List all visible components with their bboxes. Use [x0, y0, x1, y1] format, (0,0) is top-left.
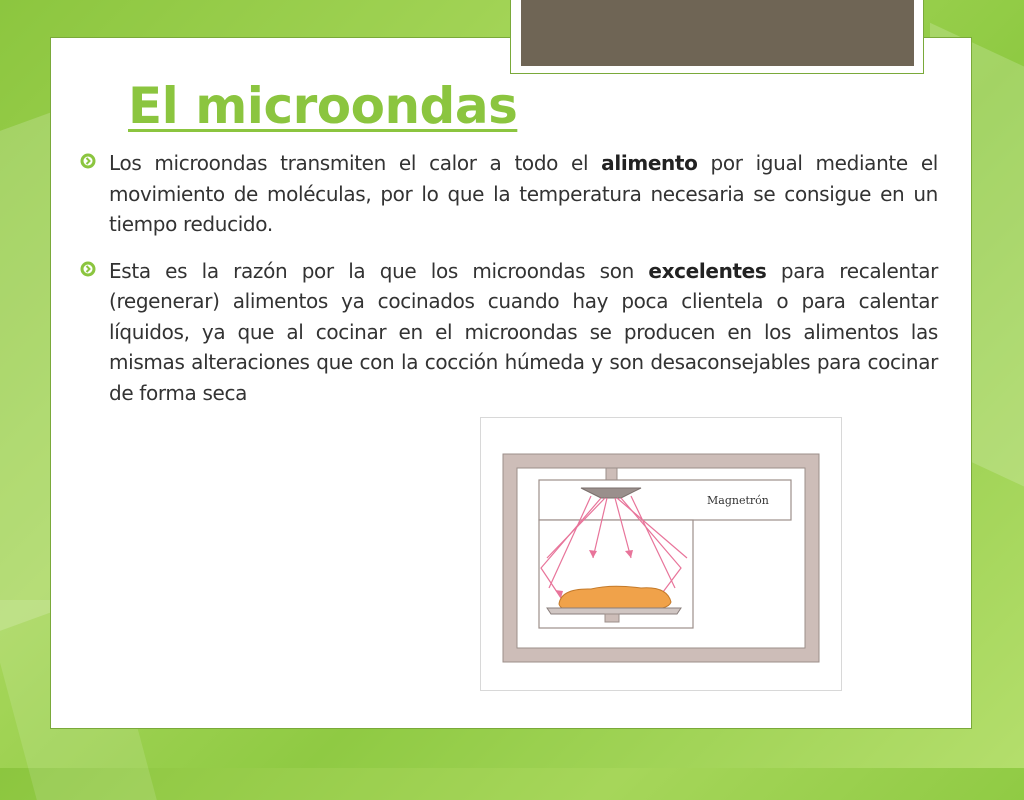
- bullet-circle-arrow-icon: [80, 261, 96, 282]
- plate: [547, 608, 681, 614]
- bullet-text: Esta es la razón por la que los microondas son excelentes para recalentar (regenerar) alimentos ya cocinados cuando hay poca clientela o para calentar líquidos, ya que al cocinar en el microondas se producen en los alimentos las mismas alteraciones que con la cocción húmeda y son desaconsejables para cocinar de forma seca: [109, 258, 939, 405]
- microwave-diagram: [480, 417, 842, 691]
- bullet-item: [80, 256, 938, 409]
- bullet-circle-arrow-icon: [80, 153, 96, 174]
- plate-support: [605, 614, 619, 622]
- bullet-item: [80, 148, 938, 240]
- top-decoration-bar: [521, 0, 914, 66]
- bold-term: excelentes: [648, 258, 767, 283]
- microwave-diagram-svg: [481, 418, 843, 692]
- magnetron-label: Magnetrón: [707, 494, 769, 507]
- food-item: [559, 586, 671, 610]
- bullet-list: [80, 148, 938, 424]
- bullet-text: Los microondas transmiten el calor a todo el alimento por igual mediante el movimiento de moléculas, por lo que la temperatura necesaria se consigue en un tiempo reducido.: [109, 151, 938, 236]
- bold-term: alimento: [601, 151, 698, 175]
- slide-title: El microondas: [128, 77, 518, 135]
